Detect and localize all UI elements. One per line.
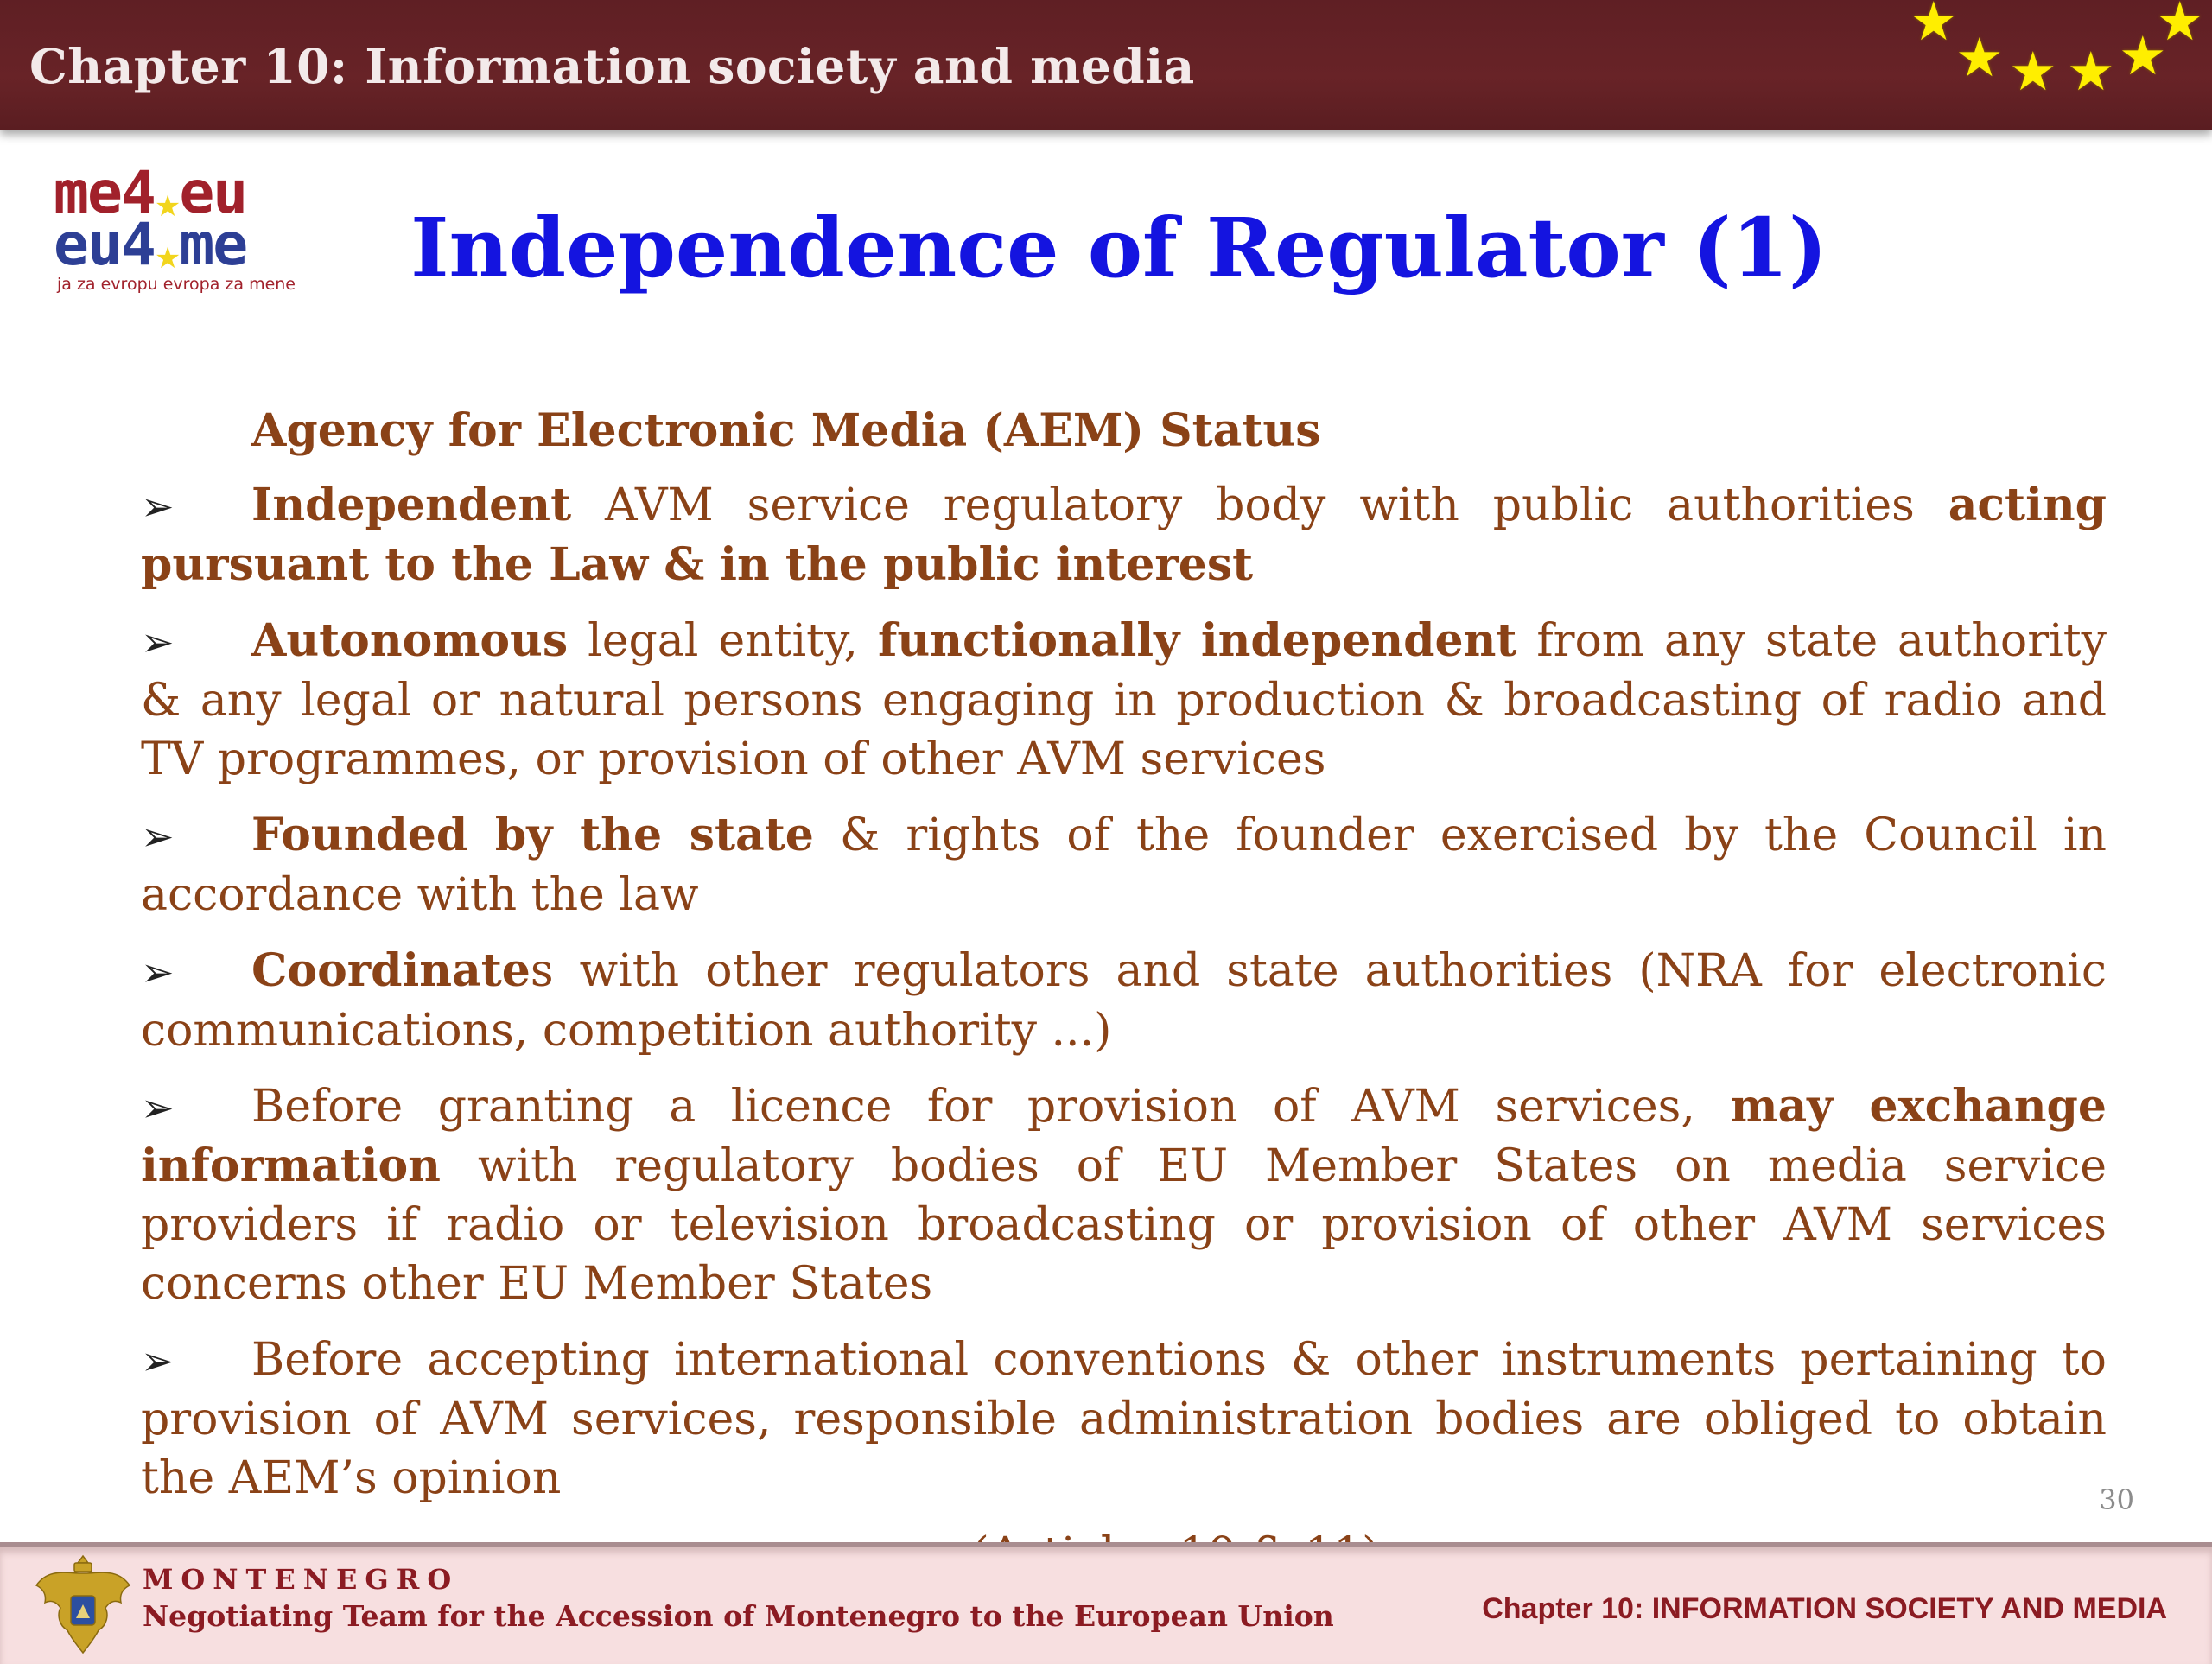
bullet-bold-text: acting pursuant to the Law & in the public interest (141, 479, 2107, 591)
bullet-text: from any state authority & any legal or natural persons engaging in production & broadcasting of radio and TV programmes, or provision of other AVM services (141, 615, 2107, 785)
star-icon: ★ (2009, 40, 2057, 103)
logo-text-eu: eu (179, 159, 247, 227)
arrow-bullet-icon: ➢ (141, 1337, 175, 1384)
slide-content (141, 402, 2107, 1584)
bullet-item (141, 1331, 2107, 1508)
bullet-bold-text: Independent (251, 479, 572, 531)
footer-team-name: Negotiating Team for the Accession of Montenegro to the European Union (143, 1599, 1334, 1633)
bullet-item (141, 612, 2107, 789)
bullet-text: legal entity, (568, 615, 879, 667)
chapter-title: Chapter 10: Information society and media (29, 38, 1195, 94)
bullet-text: AVM service regulatory body with public authorities (571, 480, 1948, 531)
bullet-item (141, 806, 2107, 924)
header-bar (0, 0, 2212, 130)
footer-bar (0, 1542, 2212, 1664)
star-icon: ★ (2119, 24, 2167, 87)
footer-country: MONTENEGRO (143, 1563, 460, 1596)
star-icon: ★ (154, 241, 180, 276)
slide-title: Independence of Regulator (1) (410, 200, 1827, 296)
star-icon: ★ (1955, 26, 2004, 89)
bullet-bold-text: functionally independent (878, 614, 1517, 667)
bullet-bold-text: Coordinate (251, 944, 531, 997)
logo-text-eu4: eu4 (54, 211, 155, 279)
bullet-text: Before accepting international conventions & other instruments pertaining to provision of AVM services, responsible administration bodies are obliged to obtain the AEM’s opinion (141, 1334, 2107, 1504)
page-number: 30 (2099, 1483, 2134, 1516)
bullet-bold-text: Founded by the state (251, 809, 814, 861)
eu-stars-decoration (1884, 0, 2212, 130)
star-icon: ★ (154, 189, 180, 224)
logo-text-me: me (179, 211, 247, 279)
footer-chapter-label: Chapter 10: INFORMATION SOCIETY AND MEDIA (1482, 1592, 2167, 1625)
arrow-bullet-icon: ➢ (141, 813, 175, 860)
bullet-bold-text: Autonomous (251, 614, 569, 667)
arrow-bullet-icon: ➢ (141, 619, 175, 665)
montenegro-coat-of-arms-icon (31, 1551, 135, 1661)
bullet-text: with regulatory bodies of EU Member States on media service providers if radio or television broadcasting or provision of other AVM services concerns other EU Member States (141, 1140, 2107, 1310)
arrow-bullet-icon: ➢ (141, 483, 175, 530)
star-icon: ★ (1910, 0, 1958, 53)
bullet-item (141, 942, 2107, 1060)
bullet-item (141, 476, 2107, 594)
bullet-text: Before granting a licence for provision of AVM services, (251, 1081, 1731, 1133)
star-icon: ★ (2156, 0, 2204, 53)
bullet-text: & rights of the founder exercised by the Council in accordance with the law (141, 810, 2107, 921)
logo-tagline: ja za evropu evropa za mene (57, 275, 296, 294)
bullet-item (141, 1077, 2107, 1313)
section-heading: Agency for Electronic Media (AEM) Status (251, 404, 1321, 457)
arrow-bullet-icon: ➢ (141, 949, 175, 995)
star-icon: ★ (2067, 40, 2115, 103)
bullet-text: s with other regulators and state authorities (NRA for electronic communications, competition authority ...) (141, 945, 2107, 1057)
bullet-bold-text: may exchange information (141, 1080, 2107, 1192)
logo-text-me4: me4 (54, 159, 155, 227)
arrow-bullet-icon: ➢ (141, 1084, 175, 1131)
